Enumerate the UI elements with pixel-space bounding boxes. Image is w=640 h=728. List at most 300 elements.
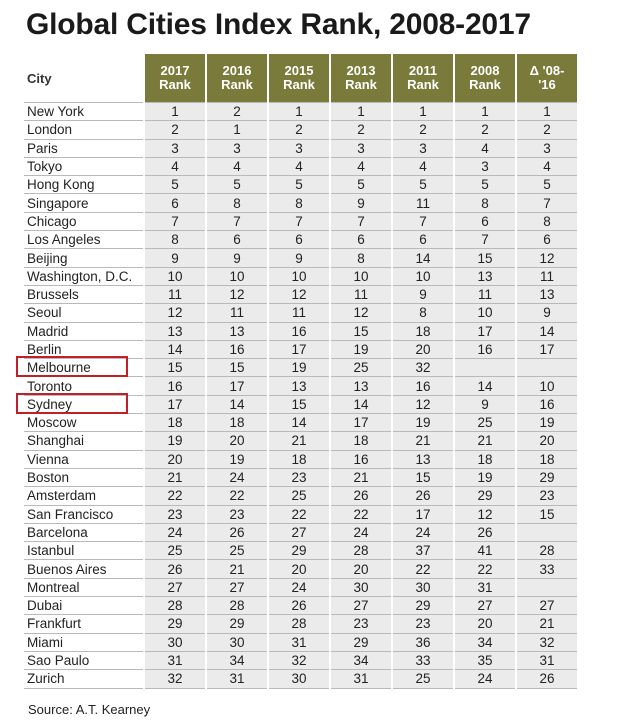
rank-cell: 29 [144, 615, 206, 633]
rank-cell: 16 [330, 450, 392, 468]
rank-cell: 2 [144, 121, 206, 139]
column-header-line: Rank [407, 77, 439, 92]
city-name-cell [24, 322, 144, 340]
rank-cell: 27 [144, 578, 206, 596]
city-name: Boston [27, 470, 70, 486]
rank-cell: 20 [144, 450, 206, 468]
rank-cell: 9 [330, 194, 392, 212]
rank-cell: 29 [268, 542, 330, 560]
table-row [24, 432, 578, 450]
rank-cell: 31 [454, 578, 516, 596]
rank-cell: 19 [454, 468, 516, 486]
rank-cell: 28 [206, 597, 268, 615]
rank-cell: 10 [268, 267, 330, 285]
city-name-cell [24, 194, 144, 212]
rank-cell: 10 [144, 267, 206, 285]
table-row [24, 231, 578, 249]
table-row [24, 597, 578, 615]
city-name-cell [24, 139, 144, 157]
city-name-cell [24, 212, 144, 230]
rank-cell: 12 [268, 285, 330, 303]
table-row [24, 139, 578, 157]
rank-cell: 30 [330, 578, 392, 596]
rank-cell: 20 [268, 560, 330, 578]
table-row [24, 542, 578, 560]
city-name: Seoul [27, 305, 62, 321]
rank-cell: 9 [454, 395, 516, 413]
city-name: San Francisco [27, 506, 114, 522]
rank-cell: 3 [268, 139, 330, 157]
rank-cell: 2 [268, 121, 330, 139]
city-name-cell [24, 597, 144, 615]
column-header-rank [454, 54, 516, 103]
rank-cell: 2 [206, 103, 268, 121]
rank-cell: 5 [144, 176, 206, 194]
column-header-line: Rank [469, 77, 501, 92]
rank-cell: 34 [206, 651, 268, 669]
rank-cell: 22 [330, 505, 392, 523]
rank-cell: 14 [392, 249, 454, 267]
column-header-line: 2008 [470, 63, 500, 78]
rank-cell [454, 359, 516, 377]
city-name-cell [24, 249, 144, 267]
rank-cell: 17 [268, 340, 330, 358]
rank-cell: 29 [206, 615, 268, 633]
rank-cell: 5 [516, 176, 578, 194]
rank-cell: 18 [454, 450, 516, 468]
rank-cell: 18 [206, 414, 268, 432]
rank-cell: 34 [330, 651, 392, 669]
rank-cell: 17 [330, 414, 392, 432]
table-row [24, 212, 578, 230]
rank-cell: 30 [392, 578, 454, 596]
rank-cell: 6 [392, 231, 454, 249]
rank-cell: 4 [330, 157, 392, 175]
rank-cell: 17 [144, 395, 206, 413]
table-row [24, 267, 578, 285]
rank-cell: 26 [330, 487, 392, 505]
rank-cell: 20 [454, 615, 516, 633]
rank-cell: 12 [392, 395, 454, 413]
rank-cell: 34 [454, 633, 516, 651]
rank-cell: 6 [330, 231, 392, 249]
city-name: Dubai [27, 598, 63, 614]
rank-cell: 26 [206, 523, 268, 541]
city-name-cell [24, 267, 144, 285]
rank-cell: 31 [516, 651, 578, 669]
table-row [24, 615, 578, 633]
rank-cell: 16 [392, 377, 454, 395]
city-name-cell [24, 487, 144, 505]
rank-cell: 4 [144, 157, 206, 175]
rank-cell: 22 [454, 560, 516, 578]
city-name: Los Angeles [27, 232, 101, 248]
rank-cell: 21 [268, 432, 330, 450]
table-row [24, 633, 578, 651]
city-name: Vienna [27, 451, 69, 467]
rank-cell: 30 [206, 633, 268, 651]
column-header-line: Rank [159, 77, 191, 92]
city-name: Washington, D.C. [27, 268, 133, 284]
table-row [24, 194, 578, 212]
city-name-cell [24, 285, 144, 303]
rank-cell: 1 [516, 103, 578, 121]
rank-cell: 32 [516, 633, 578, 651]
rank-cell: 11 [206, 304, 268, 322]
rank-cell: 18 [144, 414, 206, 432]
rank-cell: 8 [516, 212, 578, 230]
rank-cell: 11 [330, 285, 392, 303]
rank-cell: 29 [454, 487, 516, 505]
rank-cell: 13 [516, 285, 578, 303]
rank-cell: 28 [516, 542, 578, 560]
rank-cell: 33 [392, 651, 454, 669]
rank-cell: 9 [144, 249, 206, 267]
rank-cell: 15 [144, 359, 206, 377]
rank-cell: 33 [516, 560, 578, 578]
column-header-line: 2011 [408, 63, 438, 78]
table-row [24, 359, 578, 377]
table-row [24, 670, 578, 688]
rank-cell: 23 [392, 615, 454, 633]
rank-cell: 36 [392, 633, 454, 651]
rank-cell: 21 [454, 432, 516, 450]
rank-cell: 13 [392, 450, 454, 468]
rank-cell: 23 [268, 468, 330, 486]
rank-cell: 16 [516, 395, 578, 413]
rank-cell: 8 [206, 194, 268, 212]
rank-cell: 25 [454, 414, 516, 432]
city-name: Sao Paulo [27, 653, 90, 669]
column-header-city: City [27, 70, 52, 86]
rank-cell: 10 [392, 267, 454, 285]
rank-cell: 4 [392, 157, 454, 175]
rank-cell: 7 [392, 212, 454, 230]
rank-cell: 29 [330, 633, 392, 651]
rank-cell: 26 [392, 487, 454, 505]
rank-cell: 5 [268, 176, 330, 194]
rank-cell: 24 [330, 523, 392, 541]
rank-cell: 11 [392, 194, 454, 212]
rank-cell: 16 [454, 340, 516, 358]
rank-cell: 35 [454, 651, 516, 669]
rank-cell: 24 [206, 468, 268, 486]
rank-cell: 20 [392, 340, 454, 358]
rank-cell: 8 [268, 194, 330, 212]
rank-cell: 25 [392, 670, 454, 688]
city-name-cell [24, 578, 144, 596]
table-body [24, 103, 578, 689]
rank-cell: 17 [516, 340, 578, 358]
rank-cell: 31 [144, 651, 206, 669]
rank-cell: 28 [330, 542, 392, 560]
rank-cell: 13 [144, 322, 206, 340]
rank-cell: 19 [330, 340, 392, 358]
rank-cell: 3 [454, 157, 516, 175]
rank-cell: 25 [330, 359, 392, 377]
city-name: Paris [27, 140, 58, 156]
rank-cell [516, 578, 578, 596]
city-name-cell [24, 359, 144, 377]
city-name: Istanbul [27, 543, 75, 559]
rank-cell: 12 [454, 505, 516, 523]
rank-cell: 6 [268, 231, 330, 249]
city-name-cell [24, 633, 144, 651]
city-name-cell [24, 304, 144, 322]
rank-cell: 8 [392, 304, 454, 322]
city-name-cell [24, 340, 144, 358]
rank-cell: 29 [392, 597, 454, 615]
city-name-cell [24, 377, 144, 395]
rank-cell: 4 [454, 139, 516, 157]
column-header-line: 2015 [284, 63, 314, 78]
city-name: Moscow [27, 415, 77, 431]
rank-cell: 15 [454, 249, 516, 267]
column-header-line: Rank [345, 77, 377, 92]
rank-cell: 19 [144, 432, 206, 450]
rank-cell: 14 [454, 377, 516, 395]
city-name-cell [24, 231, 144, 249]
column-header-line: 2013 [346, 63, 376, 78]
rank-cell: 21 [330, 468, 392, 486]
table-row [24, 395, 578, 413]
rank-cell: 5 [454, 176, 516, 194]
rank-cell: 14 [516, 322, 578, 340]
rank-cell: 14 [206, 395, 268, 413]
city-name-cell [24, 103, 144, 121]
rank-cell: 32 [392, 359, 454, 377]
city-name: Beijing [27, 250, 68, 266]
rank-cell: 7 [454, 231, 516, 249]
city-name-cell [24, 157, 144, 175]
city-name-cell [24, 432, 144, 450]
rank-cell: 27 [454, 597, 516, 615]
table-row [24, 505, 578, 523]
rank-cell: 17 [206, 377, 268, 395]
table-row [24, 651, 578, 669]
rank-cell: 30 [144, 633, 206, 651]
rank-cell: 25 [206, 542, 268, 560]
rank-cell: 25 [144, 542, 206, 560]
rank-cell: 20 [206, 432, 268, 450]
city-name: Amsterdam [27, 488, 97, 504]
city-name: Zurich [27, 671, 65, 687]
rank-cell: 41 [454, 542, 516, 560]
rank-cell: 31 [330, 670, 392, 688]
rank-cell: 12 [516, 249, 578, 267]
rank-cell: 6 [454, 212, 516, 230]
city-name: Buenos Aires [27, 561, 107, 577]
rank-cell: 1 [330, 103, 392, 121]
column-header-rank [330, 54, 392, 103]
rank-cell: 8 [330, 249, 392, 267]
rank-cell: 1 [268, 103, 330, 121]
rank-cell: 15 [392, 468, 454, 486]
rank-cell: 14 [268, 414, 330, 432]
rank-cell: 18 [330, 432, 392, 450]
column-header-rank [392, 54, 454, 103]
city-name: Brussels [27, 287, 79, 303]
rank-cell: 17 [392, 505, 454, 523]
city-name-cell [24, 615, 144, 633]
rank-cell: 13 [206, 322, 268, 340]
rank-cell: 21 [392, 432, 454, 450]
column-header-line: 2017 [160, 63, 190, 78]
rank-cell: 2 [516, 121, 578, 139]
rank-cell: 19 [392, 414, 454, 432]
table-row [24, 285, 578, 303]
city-name: Berlin [27, 342, 62, 357]
rank-cell: 5 [330, 176, 392, 194]
rank-cell: 22 [268, 505, 330, 523]
rank-cell: 26 [268, 597, 330, 615]
rank-cell: 10 [206, 267, 268, 285]
rank-cell: 12 [330, 304, 392, 322]
rank-cell: 5 [206, 176, 268, 194]
city-name-cell [24, 523, 144, 541]
rank-cell: 22 [206, 487, 268, 505]
rank-cell: 3 [392, 139, 454, 157]
rank-cell: 22 [144, 487, 206, 505]
rank-cell: 20 [330, 560, 392, 578]
rank-cell: 11 [516, 267, 578, 285]
rank-cell: 23 [206, 505, 268, 523]
rank-cell: 13 [330, 377, 392, 395]
rank-cell: 18 [268, 450, 330, 468]
page-title: Global Cities Index Rank, 2008-2017 [26, 8, 531, 41]
rank-cell: 30 [268, 670, 330, 688]
rank-cell: 24 [268, 578, 330, 596]
rank-cell: 32 [268, 651, 330, 669]
city-name-cell [24, 468, 144, 486]
rank-cell: 9 [392, 285, 454, 303]
city-name: London [27, 122, 73, 138]
city-name: Madrid [27, 323, 69, 339]
rank-cell: 16 [268, 322, 330, 340]
city-name: Tokyo [27, 159, 63, 175]
rank-cell: 27 [330, 597, 392, 615]
rank-cell: 11 [144, 285, 206, 303]
rank-cell: 7 [330, 212, 392, 230]
rank-cell: 5 [392, 176, 454, 194]
rank-cell: 11 [454, 285, 516, 303]
table-row [24, 523, 578, 541]
rank-cell: 23 [330, 615, 392, 633]
table-row [24, 450, 578, 468]
city-name: Montreal [27, 579, 80, 595]
rank-cell: 13 [268, 377, 330, 395]
rank-cell: 28 [144, 597, 206, 615]
rank-cell [516, 359, 578, 377]
rank-cell: 11 [268, 304, 330, 322]
rank-cell: 20 [516, 432, 578, 450]
table-row [24, 176, 578, 194]
rank-cell: 25 [268, 487, 330, 505]
column-header-rank [516, 54, 578, 103]
table-row [24, 487, 578, 505]
rank-cell: 15 [516, 505, 578, 523]
city-name: Barcelona [27, 524, 88, 540]
rank-cell: 2 [454, 121, 516, 139]
rank-cell: 12 [144, 304, 206, 322]
rank-cell: 26 [516, 670, 578, 688]
city-name: Sydney [27, 396, 73, 412]
rank-cell: 9 [268, 249, 330, 267]
rank-cell: 1 [392, 103, 454, 121]
rank-cell: 18 [392, 322, 454, 340]
rank-cell: 4 [268, 157, 330, 175]
rank-cell: 7 [516, 194, 578, 212]
city-name-cell [24, 121, 144, 139]
rank-cell: 1 [144, 103, 206, 121]
rank-cell: 4 [516, 157, 578, 175]
column-header-line: 2016 [222, 63, 252, 78]
rank-cell: 27 [268, 523, 330, 541]
rank-cell: 21 [206, 560, 268, 578]
city-name: Chicago [27, 213, 77, 229]
rank-cell: 32 [144, 670, 206, 688]
city-name-cell [24, 542, 144, 560]
city-name: Singapore [27, 195, 89, 211]
table-header-row [24, 54, 578, 103]
table-row [24, 322, 578, 340]
rank-cell: 23 [516, 487, 578, 505]
table-row [24, 249, 578, 267]
rank-cell: 8 [144, 231, 206, 249]
city-name-cell [24, 670, 144, 688]
city-name: Hong Kong [27, 177, 95, 193]
table-row [24, 103, 578, 121]
rank-cell: 26 [454, 523, 516, 541]
rank-cell: 28 [268, 615, 330, 633]
rank-cell: 16 [144, 377, 206, 395]
rank-cell: 15 [330, 322, 392, 340]
rank-cell: 10 [330, 267, 392, 285]
rank-cell: 2 [330, 121, 392, 139]
table-row [24, 414, 578, 432]
rank-cell: 10 [516, 377, 578, 395]
rank-cell: 23 [144, 505, 206, 523]
city-name: Miami [27, 634, 63, 650]
rank-cell: 29 [516, 468, 578, 486]
column-header-line: '16 [538, 77, 556, 92]
rank-cell: 3 [330, 139, 392, 157]
rank-cell: 7 [268, 212, 330, 230]
source-note: Source: A.T. Kearney [28, 702, 151, 717]
city-name-cell [24, 176, 144, 194]
rank-cell: 19 [268, 359, 330, 377]
rank-cell: 6 [516, 231, 578, 249]
city-name: New York [27, 104, 85, 120]
column-header-rank [144, 54, 206, 103]
rank-cell: 14 [330, 395, 392, 413]
rank-cell: 3 [206, 139, 268, 157]
rank-cell: 1 [454, 103, 516, 121]
rank-cell: 1 [206, 121, 268, 139]
rank-cell: 6 [144, 194, 206, 212]
city-name: Melbourne [27, 360, 91, 376]
rank-cell: 27 [516, 597, 578, 615]
rank-cell: 10 [454, 304, 516, 322]
rank-cell: 16 [206, 340, 268, 358]
rank-cell: 9 [206, 249, 268, 267]
rank-cell: 37 [392, 542, 454, 560]
rank-cell: 6 [206, 231, 268, 249]
table-row [24, 377, 578, 395]
table-row [24, 121, 578, 139]
rank-cell: 7 [144, 212, 206, 230]
table-row [24, 157, 578, 175]
